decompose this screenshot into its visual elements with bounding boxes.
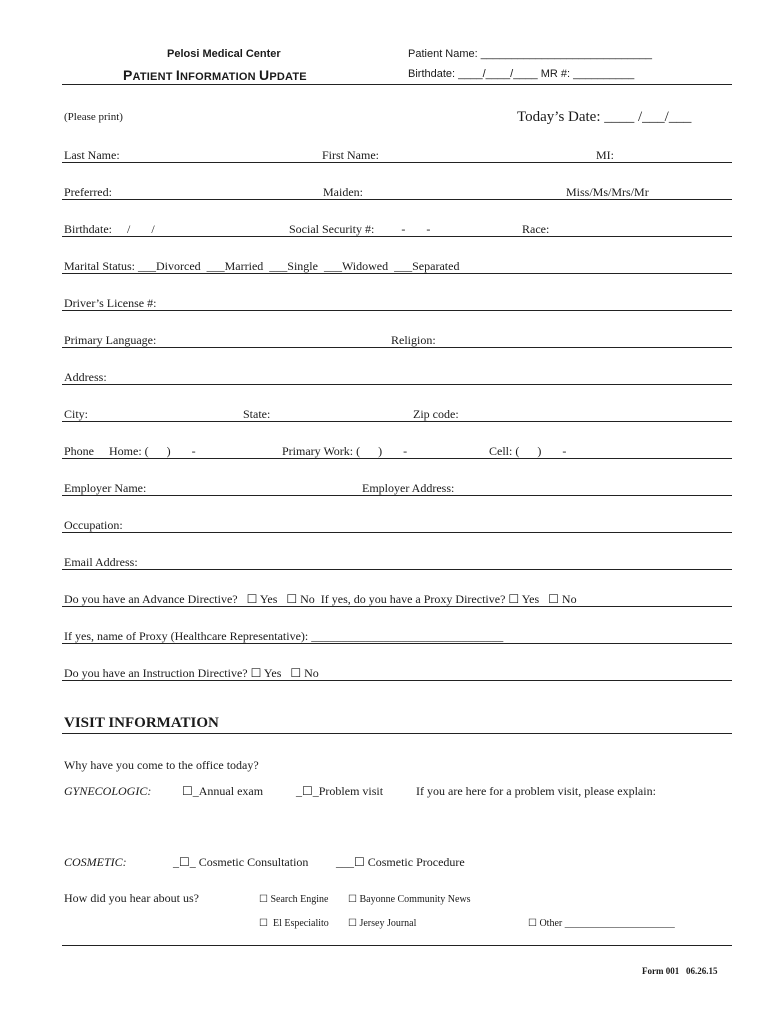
maiden-label: Maiden: <box>323 185 363 199</box>
search-engine-checkbox[interactable]: ☐ Search Engine <box>259 894 329 905</box>
footer-divider <box>62 945 732 946</box>
center-name: Pelosi Medical Center <box>167 48 281 60</box>
title-letter-i: I <box>175 67 180 83</box>
last-name-label: Last Name: <box>64 148 120 162</box>
todays-date-field[interactable]: Today’s Date: ____ /___/___ <box>517 109 692 125</box>
header-divider <box>62 84 732 85</box>
state-label: State: <box>243 407 271 421</box>
visit-heading-line <box>62 733 732 734</box>
preferred-label: Preferred: <box>64 185 112 199</box>
phone-line[interactable] <box>62 458 732 459</box>
employer-name-label: Employer Name: <box>64 481 147 495</box>
mi-label: MI: <box>596 148 614 162</box>
form-number: Form 001 06.26.15 <box>642 966 718 976</box>
form-title <box>123 67 307 83</box>
drivers-license-label: Driver’s License #: <box>64 296 157 310</box>
title-options-label: Miss/Ms/Mrs/Mr <box>566 185 649 199</box>
race-label: Race: <box>522 222 550 236</box>
employer-line[interactable] <box>62 495 732 496</box>
names-line[interactable] <box>62 162 732 163</box>
el-especialito-checkbox[interactable]: ☐ El Especialito <box>259 918 329 929</box>
birthdate-label: Birthdate: / / <box>64 222 155 236</box>
problem-visit-checkbox[interactable]: _☐_Problem visit <box>296 784 384 798</box>
please-print-note: (Please print) <box>64 111 123 123</box>
instruction-directive-question[interactable]: Do you have an Instruction Directive? ☐ Yes ☐ No <box>64 666 319 680</box>
proxy-line <box>62 643 732 644</box>
problem-explain-label: If you are here for a problem visit, please explain: <box>416 784 656 798</box>
visit-information-heading: VISIT INFORMATION <box>64 715 219 731</box>
primary-language-label: Primary Language: <box>64 333 157 347</box>
address-line[interactable] <box>62 384 732 385</box>
first-name-label: First Name: <box>322 148 379 162</box>
employer-address-label: Employer Address: <box>362 481 455 495</box>
annual-exam-checkbox[interactable]: ☐_Annual exam <box>182 784 264 798</box>
drivers-license-line[interactable] <box>62 310 732 311</box>
phone-home-label: Phone Home: ( ) - <box>64 444 196 458</box>
email-label: Email Address: <box>64 555 138 569</box>
zip-label: Zip code: <box>413 407 459 421</box>
jersey-journal-checkbox[interactable]: ☐ Jersey Journal <box>348 918 417 929</box>
other-source-checkbox[interactable]: ☐ Other ______________________ <box>528 918 675 929</box>
bayonne-news-checkbox[interactable]: ☐ Bayonne Community News <box>348 894 471 905</box>
birthdate-mr-field[interactable]: Birthdate: ____/____/____ MR #: __________ <box>408 68 635 80</box>
instruction-directive-line <box>62 680 732 681</box>
cosmetic-label: COSMETIC: <box>64 855 127 869</box>
cosmetic-procedure-checkbox[interactable]: ___☐ Cosmetic Procedure <box>336 855 465 869</box>
title-part-pdate: PDATE <box>269 71 307 83</box>
advance-directive-question[interactable]: Do you have an Advance Directive? ☐ Yes ☐ No If yes, do you have a Proxy Directive? ☐ Yes ☐ No <box>64 592 577 606</box>
religion-label: Religion: <box>391 333 436 347</box>
title-part-nformation: NFORMATION <box>180 71 259 83</box>
advance-directive-line <box>62 606 732 607</box>
patient-name-field[interactable]: Patient Name: ____________________________ <box>408 48 653 60</box>
title-part-atient: ATIENT <box>132 71 176 83</box>
marital-line <box>62 273 732 274</box>
birthdate-line[interactable] <box>62 236 732 237</box>
proxy-name-field[interactable]: If yes, name of Proxy (Healthcare Representative): ________________________________ <box>64 629 504 643</box>
city-line[interactable] <box>62 421 732 422</box>
preferred-line[interactable] <box>62 199 732 200</box>
title-letter-u: U <box>259 67 270 83</box>
gynecologic-label: GYNECOLOGIC: <box>64 784 152 798</box>
visit-reason-question: Why have you come to the office today? <box>64 758 259 772</box>
city-label: City: <box>64 407 89 421</box>
cosmetic-consultation-checkbox[interactable]: _☐_ Cosmetic Consultation <box>173 855 309 869</box>
occupation-line[interactable] <box>62 532 732 533</box>
referral-source-question: How did you hear about us? <box>64 891 199 905</box>
ssn-label: Social Security #: - - <box>289 222 431 236</box>
email-line[interactable] <box>62 569 732 570</box>
phone-work-label: Primary Work: ( ) - <box>282 444 408 458</box>
title-letter-p: P <box>123 67 133 83</box>
occupation-label: Occupation: <box>64 518 123 532</box>
address-label: Address: <box>64 370 107 384</box>
phone-cell-label: Cell: ( ) - <box>489 444 567 458</box>
language-line[interactable] <box>62 347 732 348</box>
marital-status-options[interactable]: Marital Status: ___Divorced ___Married ___Single ___Widowed ___Separated <box>64 259 460 273</box>
